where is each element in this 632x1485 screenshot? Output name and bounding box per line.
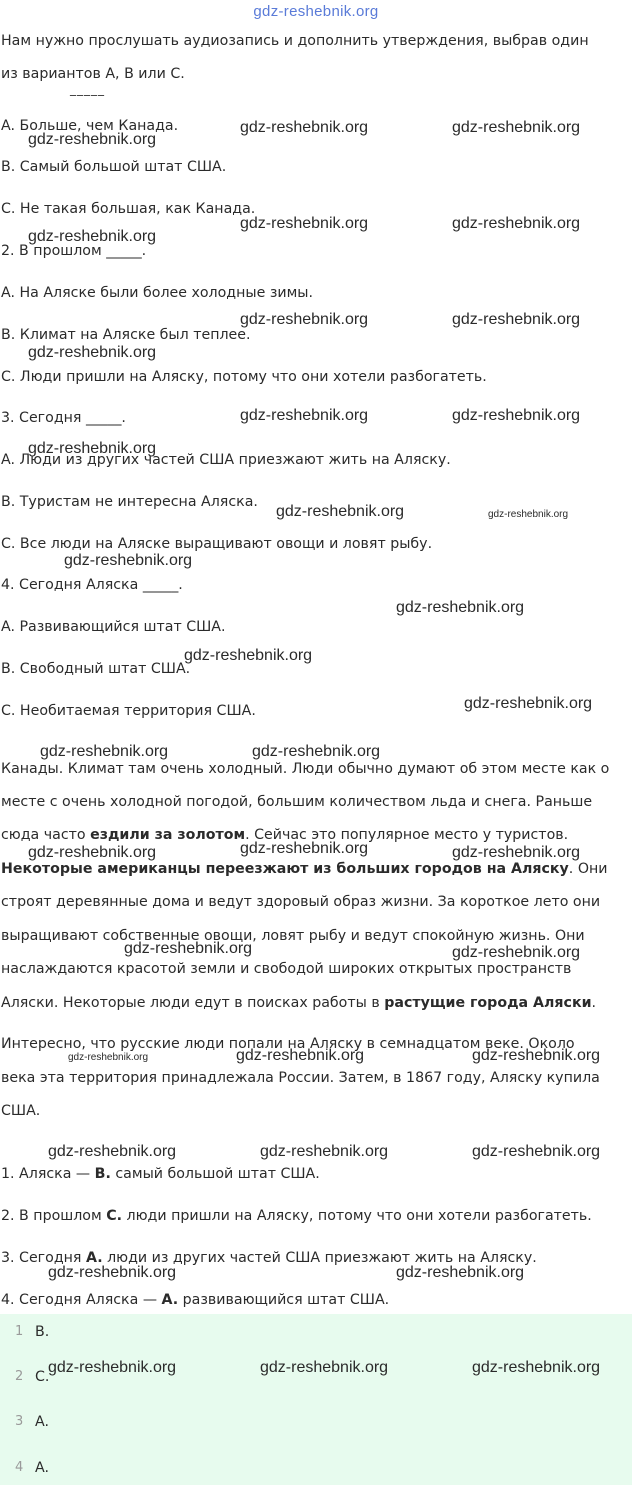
watermark: gdz-reshebnik.org [240, 840, 369, 857]
highlight-cities: растущие города Аляски [384, 995, 592, 1011]
answer-value: B. [35, 1324, 50, 1340]
watermark: gdz-reshebnik.org [68, 1052, 149, 1063]
q1-option-b: B. Самый большой штат США. [1, 159, 227, 175]
solution-3: 3. Сегодня A. люди из других частей США приезжают жить на Аляску. [1, 1250, 537, 1266]
q2-option-c: C. Люди пришли на Аляску, потому что они хотели разбогатеть. [1, 369, 487, 385]
watermark: gdz-reshebnik.org [472, 1143, 601, 1160]
text-line-6: выращивают собственные овощи, ловят рыбу и ведут спокойную жизнь. Они [1, 928, 585, 944]
text-line-9: Интересно, что русские люди попали на Аляску в семнадцатом веке. Около [1, 1036, 575, 1052]
text-line-4: Некоторые американцы переезжают из больших городов на Аляску. Они [1, 861, 608, 877]
watermark: gdz-reshebnik.org [276, 503, 405, 520]
text-line-11: США. [1, 1103, 41, 1119]
watermark: gdz-reshebnik.org [48, 1264, 177, 1281]
site-header[interactable]: gdz-reshebnik.org [253, 3, 379, 20]
solution-4: 4. Сегодня Аляска — A. развивающийся штат США. [1, 1292, 390, 1308]
text-line-5: строят деревянные дома и ведут здоровый образ жизни. За короткое лето они [1, 894, 601, 910]
watermark: gdz-reshebnik.org [252, 743, 381, 760]
watermark: gdz-reshebnik.org [40, 743, 169, 760]
solution-2: 2. В прошлом C. люди пришли на Аляску, потому что они хотели разбогатеть. [1, 1208, 592, 1224]
watermark: gdz-reshebnik.org [240, 311, 369, 328]
watermark: gdz-reshebnik.org [240, 119, 369, 136]
answer-value: A. [35, 1414, 49, 1430]
q3-stem: 3. Сегодня _____. [1, 410, 126, 426]
text-line-1: Канады. Климат там очень холодный. Люди обычно думают об этом месте как о [1, 761, 610, 777]
watermark: gdz-reshebnik.org [260, 1143, 389, 1160]
q2-option-b: B. Климат на Аляске был теплее. [1, 327, 251, 343]
q4-option-c: C. Необитаемая территория США. [1, 703, 256, 719]
watermark: gdz-reshebnik.org [452, 215, 581, 232]
watermark: gdz-reshebnik.org [64, 552, 193, 569]
watermark: gdz-reshebnik.org [452, 944, 581, 961]
watermark: gdz-reshebnik.org [28, 131, 157, 148]
watermark: gdz-reshebnik.org [464, 695, 593, 712]
watermark: gdz-reshebnik.org [124, 940, 253, 957]
q4-option-b: B. Свободный штат США. [1, 661, 191, 677]
answers-block [0, 1314, 632, 1485]
q3-option-c: C. Все люди на Аляске выращивают овощи и ловят рыбу. [1, 536, 433, 552]
answer-value: A. [35, 1460, 49, 1476]
q3-option-a: A. Люди из других частей США приезжают жить на Аляску. [1, 452, 451, 468]
watermark: gdz-reshebnik.org [48, 1359, 177, 1376]
watermark: gdz-reshebnik.org [396, 599, 525, 616]
answer-number: 4 [15, 1460, 24, 1475]
q2-option-a: A. На Аляске были более холодные зимы. [1, 285, 314, 301]
watermark: gdz-reshebnik.org [260, 1359, 389, 1376]
watermark: gdz-reshebnik.org [396, 1264, 525, 1281]
solution-1: 1. Аляска — B. самый большой штат США. [1, 1166, 320, 1182]
q2-stem: 2. В прошлом _____. [1, 243, 147, 259]
watermark: gdz-reshebnik.org [240, 215, 369, 232]
answer-number: 3 [15, 1414, 24, 1429]
highlight-gold: ездили за золотом [90, 827, 246, 843]
intro-line-2: из вариантов А, В или С. [1, 66, 185, 82]
watermark: gdz-reshebnik.org [452, 311, 581, 328]
watermark: gdz-reshebnik.org [472, 1047, 601, 1064]
watermark: gdz-reshebnik.org [184, 647, 313, 664]
text-line-7: наслаждаются красотой земли и свободой широких открытых пространств [1, 961, 572, 977]
watermark: gdz-reshebnik.org [452, 119, 581, 136]
watermark: gdz-reshebnik.org [236, 1047, 365, 1064]
text-line-10: века эта территория принадлежала России. Затем, в 1867 году, Аляску купила [1, 1070, 600, 1086]
watermark: gdz-reshebnik.org [28, 228, 157, 245]
watermark: gdz-reshebnik.org [48, 1143, 177, 1160]
q3-option-b: B. Туристам не интересна Аляска. [1, 494, 258, 510]
text-line-2: месте с очень холодной погодой, большим количеством льда и снега. Раньше [1, 794, 593, 810]
watermark: gdz-reshebnik.org [488, 509, 569, 520]
intro-blank: _____ [70, 82, 105, 96]
text-line-3: сюда часто ездили за золотом. Сейчас это популярное место у туристов. [1, 827, 569, 843]
watermark: gdz-reshebnik.org [452, 407, 581, 424]
watermark: gdz-reshebnik.org [452, 844, 581, 861]
text-line-8: Аляски. Некоторые люди едут в поисках работы в растущие города Аляски. [1, 995, 597, 1011]
watermark: gdz-reshebnik.org [472, 1359, 601, 1376]
answer-value: C. [35, 1369, 50, 1385]
answer-number: 1 [15, 1324, 24, 1339]
answer-number: 2 [15, 1369, 24, 1384]
watermark: gdz-reshebnik.org [28, 344, 157, 361]
watermark: gdz-reshebnik.org [28, 440, 157, 457]
q4-option-a: A. Развивающийся штат США. [1, 619, 226, 635]
intro-line-1: Нам нужно прослушать аудиозапись и дополнить утверждения, выбрав один [1, 33, 589, 49]
q4-stem: 4. Сегодня Аляска _____. [1, 577, 183, 593]
watermark: gdz-reshebnik.org [240, 407, 369, 424]
watermark: gdz-reshebnik.org [28, 844, 157, 861]
q1-option-c: C. Не такая большая, как Канада. [1, 201, 256, 217]
q1-option-a: A. Больше, чем Канада. [1, 118, 179, 134]
highlight-americans: Некоторые американцы переезжают из больших городов на Аляску [1, 861, 569, 877]
